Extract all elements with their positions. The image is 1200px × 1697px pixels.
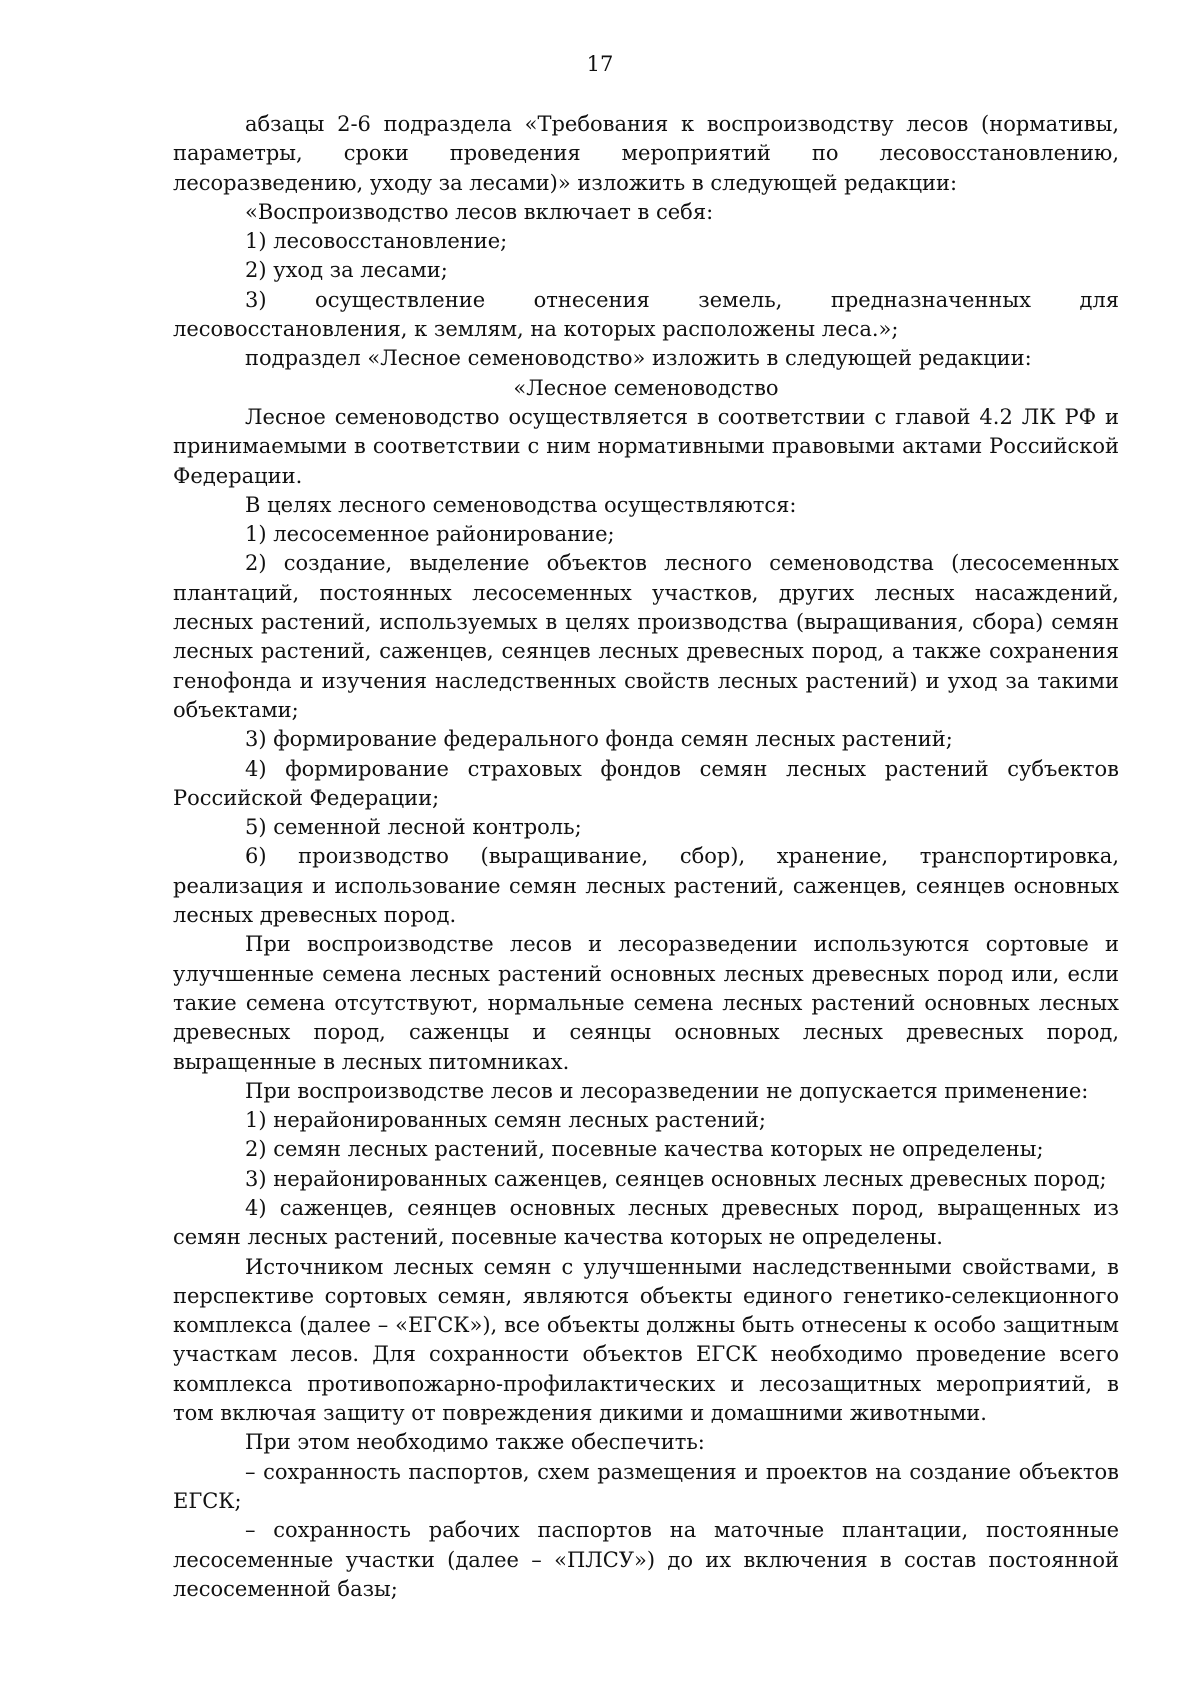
paragraph: 4) формирование страховых фондов семян лесных растений субъектов Российской Федерации;: [173, 756, 1119, 810]
section-heading: «Лесное семеноводство: [513, 375, 779, 400]
paragraph: 6) производство (выращивание, сбор), хранение, транспортировка, реализация и использование семян лесных растений, саженцев, сеянцев основных лесных древесных пород.: [173, 844, 1119, 928]
paragraph: 1) лесосеменное районирование;: [245, 522, 615, 547]
paragraph: Источником лесных семян с улучшенными наследственными свойствами, в перспективе сортовых семян, являются объекты единого генетико-селекционного комплекса (далее – «ЕГСК»), все объекты должны быть отнесены к особо защитным участкам лесов. Для сохранности объектов ЕГСК необходимо проведение всего комплекса противопожарно-профилактических и лесозащитных мероприятий, в том включая защиту от повреждения дикими и домашними животными.: [173, 1254, 1119, 1426]
paragraph: 4) саженцев, сеянцев основных лесных древесных пород, выращенных из семян лесных растений, посевные качества которых не определены.: [173, 1195, 1119, 1250]
paragraph: При этом необходимо также обеспечить:: [245, 1430, 705, 1455]
paragraph: Лесное семеноводство осуществляется в соответствии с главой 4.2 ЛК РФ и принимаемыми в соответствии с ним нормативными правовыми актами Российской Федерации.: [173, 404, 1119, 488]
paragraph: В целях лесного семеноводства осуществляются:: [245, 492, 797, 517]
paragraph: 5) семенной лесной контроль;: [245, 815, 582, 840]
page-number: 17: [586, 52, 614, 76]
document-body: [173, 110, 1119, 1604]
paragraph: При воспроизводстве лесов и лесоразведении используются сортовые и улучшенные семена лесных растений основных лесных древесных пород или, если такие семена отсутствуют, нормальные семена лесных растений основных лесных древесных пород, саженцы и сеянцы основных лесных древесных пород, выращенные в лесных питомниках.: [173, 932, 1119, 1074]
paragraph: 3) осуществление отнесения земель, предназначенных для лесовосстановления, к землям, на которых расположены леса.»;: [173, 287, 1119, 342]
paragraph: – сохранность рабочих паспортов на маточные плантации, постоянные лесосеменные участки (далее – «ПЛСУ») до их включения в состав постоянной лесосеменной базы;: [173, 1518, 1119, 1601]
paragraph: абзацы 2-6 подраздела «Требования к воспроизводству лесов (нормативы, параметры, сроки проведения мероприятий по лесовосстановлению, лесоразведению, уходу за лесами)» изложить в следующей редакции:: [173, 112, 1119, 195]
paragraph: 1) лесовосстановление;: [245, 229, 508, 254]
paragraph: – сохранность паспортов, схем размещения и проектов на создание объектов ЕГСК;: [173, 1459, 1119, 1513]
paragraph: подраздел «Лесное семеноводство» изложить в следующей редакции:: [245, 346, 1032, 371]
paragraph: 3) нерайонированных саженцев, сеянцев основных лесных древесных пород;: [245, 1166, 1107, 1191]
paragraph: 2) семян лесных растений, посевные качества которых не определены;: [245, 1137, 1044, 1162]
paragraph: 2) уход за лесами;: [245, 258, 448, 283]
paragraph: «Воспроизводство лесов включает в себя:: [245, 199, 714, 224]
paragraph: 2) создание, выделение объектов лесного семеноводства (лесосеменных плантаций, постоянных лесосеменных участков, других лесных насаждений, лесных растений, используемых в целях производства (выращивания, сбора) семян лесных растений, саженцев, сеянцев лесных древесных пород, а также сохранения генофонда и изучения наследственных свойств лесных растений) и уход за такими объектами;: [173, 551, 1119, 722]
paragraph: 1) нерайонированных семян лесных растений;: [245, 1108, 766, 1133]
paragraph: 3) формирование федерального фонда семян лесных растений;: [245, 727, 953, 752]
paragraph: При воспроизводстве лесов и лесоразведении не допускается применение:: [245, 1078, 1089, 1103]
